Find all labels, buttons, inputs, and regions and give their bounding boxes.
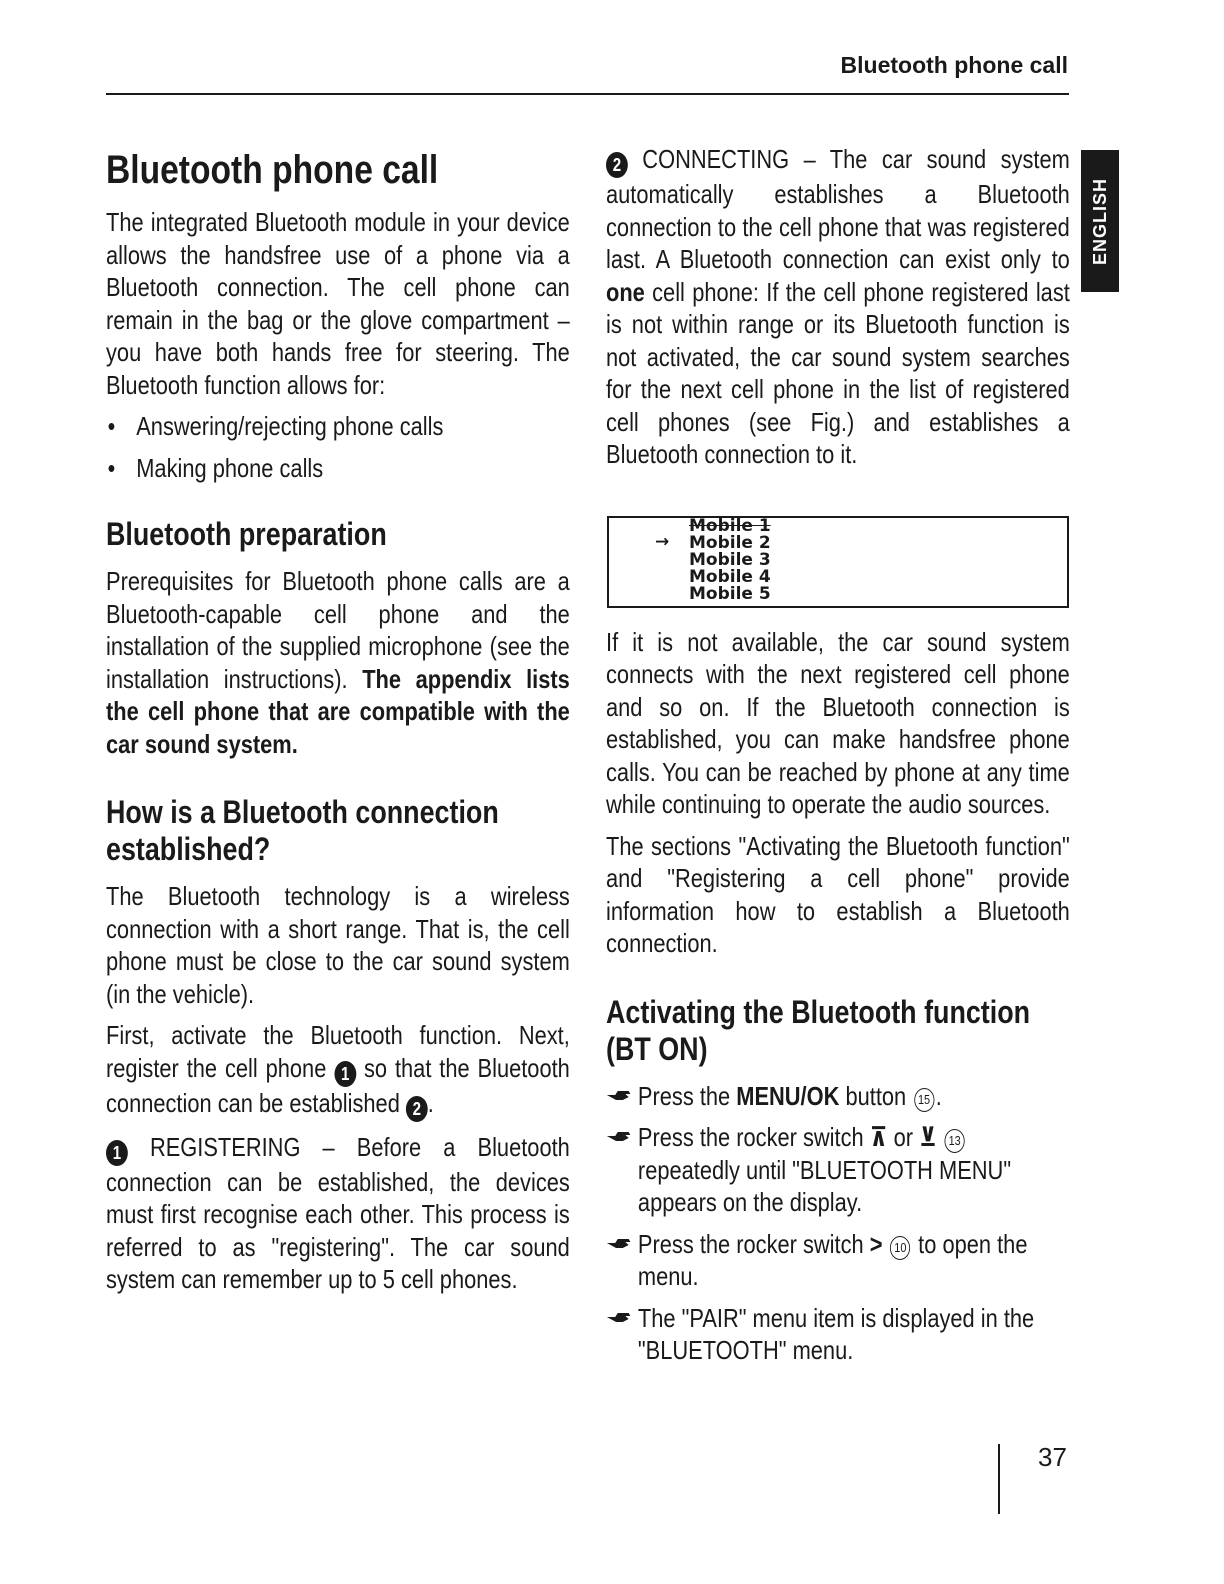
marker-1-icon: 1 <box>334 1061 356 1087</box>
prep-paragraph <box>106 565 570 760</box>
how-heading: How is a Bluetooth connection established? <box>106 794 499 867</box>
step1-end: . <box>935 1080 942 1111</box>
running-header-title: Bluetooth phone call <box>840 52 1068 78</box>
step3-text-a: Press the rocker switch <box>637 1228 864 1259</box>
pointing-hand-icon <box>606 1129 631 1145</box>
connecting-bold: one <box>606 276 645 307</box>
step2-text-a: Press the rocker switch <box>637 1122 864 1152</box>
connecting-text-a: CONNECTING – The car sound system automatically establishes a Bluetooth connection to the cell phone that was registered last. A Bluetooth connection can exist only to <box>606 144 1070 274</box>
activating-heading: Activating the Bluetooth function (BT ON) <box>606 993 1031 1067</box>
pointing-hand-icon <box>606 1310 631 1326</box>
right-column-content <box>606 143 1070 480</box>
step2-text-b: repeatedly until "BLUETOOTH MENU" appears on the display. <box>637 1154 1012 1217</box>
step-item-3 <box>606 1228 1070 1293</box>
right-column <box>606 143 1070 1376</box>
feature-item-answering: • Answering/rejecting phone calls <box>106 410 570 443</box>
mobile-item-2: Mobile 2 <box>689 532 771 553</box>
page-title: Bluetooth phone call <box>106 148 439 192</box>
first-text-c: . <box>427 1087 434 1118</box>
right-column-content-lower <box>606 626 1070 1376</box>
registering-text: REGISTERING – Before a Bluetooth connection can be established, the devices must first recognise each other. This process is referred to as "registering". The car sound system can remember up to 5 cell phones. <box>106 1131 570 1294</box>
first-paragraph <box>106 1019 570 1122</box>
mobile-list-figure <box>607 516 1069 608</box>
step3-text-b: to open the menu. <box>637 1228 1028 1291</box>
step-item-2 <box>606 1121 1070 1219</box>
prep-text: Prerequisites for Bluetooth phone calls are a Bluetooth-capable cell phone and the installation of the supplied microphone (see the installation instructions). <box>106 566 570 694</box>
marker-2-icon: 2 <box>606 152 628 178</box>
registering-paragraph <box>106 1131 570 1296</box>
not-available-paragraph: If it is not available, the car sound system connects with the next registered cell phone and so on. If the Bluetooth connection is established, you can make handsfree phone calls. You can be reached by phone at any time while continuing to operate the audio sources. <box>606 626 1070 819</box>
prep-heading: Bluetooth preparation <box>106 516 387 552</box>
language-tab <box>1081 150 1119 292</box>
step-item-1 <box>606 1080 1070 1113</box>
language-tab-label: ENGLISH <box>1089 177 1110 265</box>
rocker-up-icon: ⊼ <box>869 1122 888 1152</box>
first-text-b: so that the Bluetooth connection can be established <box>106 1052 570 1118</box>
steps-list <box>606 1080 1070 1367</box>
mobile-item-1: Mobile 1 <box>689 515 771 536</box>
marker-1-icon: 1 <box>106 1140 128 1166</box>
button-15-icon: 15 <box>914 1088 934 1112</box>
step-item-4 <box>606 1302 1070 1367</box>
connecting-text-b: cell phone: If the cell phone registered last is not within range or its Bluetooth function is not activated, the car sound system searches for the next cell phone in the list of registered cell phones (see Fig.) and establishes a Bluetooth connection to it. <box>606 276 1070 469</box>
feature-list <box>106 410 570 484</box>
step1-text-a: Press the <box>637 1080 731 1111</box>
mobile-item-5: Mobile 5 <box>689 583 771 604</box>
page-number-rule <box>998 1444 1000 1514</box>
page-number: 37 <box>1038 1442 1067 1472</box>
button-13-icon: 13 <box>945 1129 965 1153</box>
step4-text: The "PAIR" menu item is displayed in the "BLUETOOTH" menu. <box>637 1302 1035 1365</box>
left-column <box>106 143 570 1305</box>
step2-or: or <box>893 1122 913 1152</box>
intro-paragraph: The integrated Bluetooth module in your device allows the handsfree use of a phone via a Bluetooth connection. The cell phone can remain in the bag or the glove compartment – you have both hands free for steering. The Bluetooth function allows for: <box>106 207 570 400</box>
rocker-down-icon: ⊻ <box>919 1122 937 1152</box>
pointing-hand-icon <box>606 1236 631 1252</box>
left-column-content <box>106 143 570 1305</box>
header-rule <box>106 93 1069 95</box>
how-paragraph: The Bluetooth technology is a wireless connection with a short range. That is, the cell phone must be close to the car sound system (in the vehicle). <box>106 881 570 1009</box>
first-text-a: First, activate the Bluetooth function. Next, register the cell phone <box>106 1020 570 1083</box>
step1-bold: MENU/OK <box>736 1080 840 1111</box>
button-10-icon: 10 <box>890 1236 910 1260</box>
marker-2-icon: 2 <box>406 1096 428 1122</box>
rocker-right-icon: > <box>869 1228 883 1259</box>
pointing-hand-icon <box>606 1088 631 1104</box>
mobile-item-4: Mobile 4 <box>689 566 771 587</box>
feature-item-making: • Making phone calls <box>106 452 570 485</box>
connecting-paragraph <box>606 143 1070 471</box>
arrow-icon: → <box>655 531 670 552</box>
mobile-item-3: Mobile 3 <box>689 549 771 570</box>
sections-paragraph: The sections "Activating the Bluetooth function" and "Registering a cell phone" provide information how to establish a Bluetooth connection. <box>606 830 1070 958</box>
step1-text-b: button <box>845 1080 907 1111</box>
prep-bold-text: The appendix lists the cell phone that are compatible with the car sound system. <box>106 663 570 759</box>
